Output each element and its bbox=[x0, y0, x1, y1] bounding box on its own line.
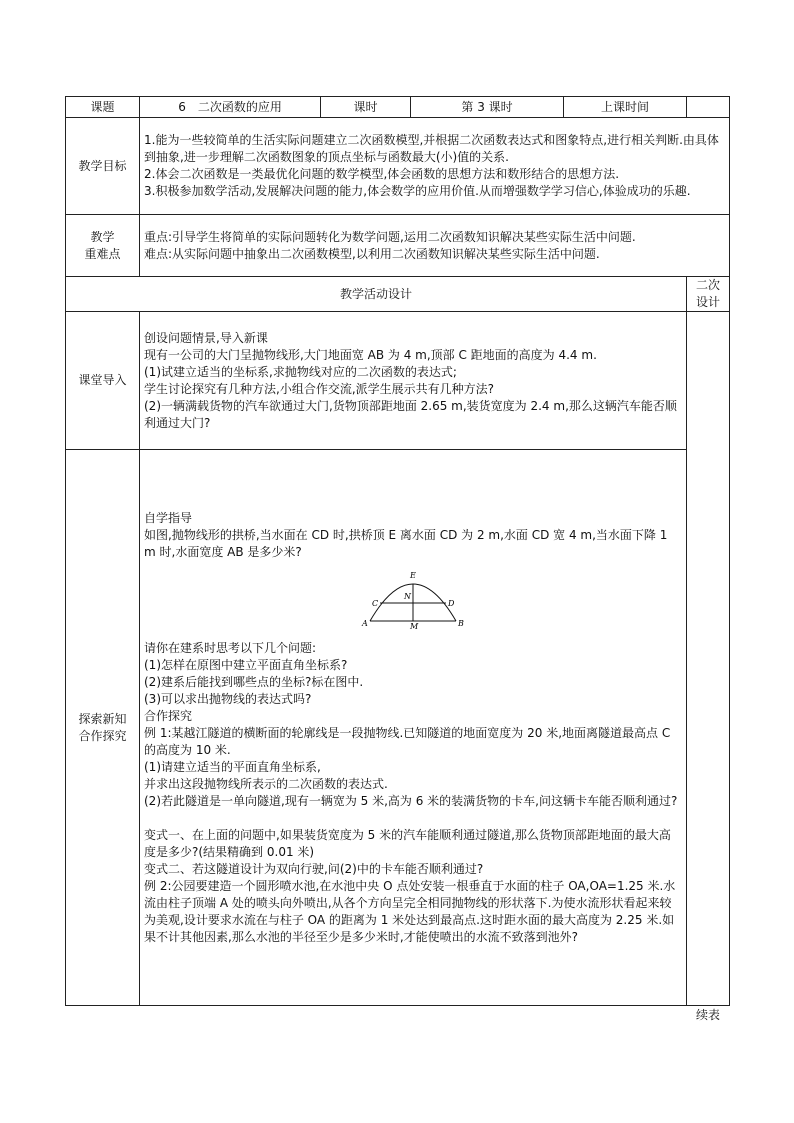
continued-note: 续表 bbox=[695, 1008, 720, 1022]
point-m-label: M bbox=[410, 621, 419, 631]
point-c-label: C bbox=[372, 598, 379, 608]
example1-text: 例 1:某越江隧道的横断面的轮廓线是一段抛物线.已知隧道的地面宽度为 20 米,地面离隧道最高点 C 的高度为 10 米. bbox=[144, 725, 671, 757]
difficulty-text: 难点:从实际问题中抽象出二次函数模型,以利用二次函数知识解决某些实际生活中问题. bbox=[144, 246, 600, 261]
key-points-label bbox=[66, 215, 140, 277]
example2-text: 例 2:公园要建造一个圆形喷水池,在水池中央 O 点处安装一根垂直于水面的柱子 OA,OA=1.25 米.水流由柱子顶端 A 处的喷头向外喷出,从各个方向呈完全相同抛物线的形状落下.为使水流形状看起来较为美观,设计要求水流在与柱子 OA 的距离为 1 米处达到最高点.这时距水面的最大高度为 2.25 米.如果不计其他因素,那么水池的半径至少是多少米时,才能使喷出的水流不致落到池外? bbox=[144, 878, 676, 944]
class-time-label: 上课时间 bbox=[564, 97, 687, 118]
point-n-label: N bbox=[404, 591, 412, 601]
think-question: (2)建系后能找到哪些点的坐标?标在图中. bbox=[144, 674, 364, 689]
objectives-content bbox=[140, 118, 730, 215]
self-study-title: 自学指导 bbox=[144, 510, 193, 525]
point-e-label: E bbox=[410, 570, 416, 580]
focus-text: 重点:引导学生将简单的实际问题转化为数学问题,运用二次函数知识解决某些实际生活中问题. bbox=[144, 229, 636, 244]
explore-label-line1: 探索新知 bbox=[78, 711, 127, 726]
intro-label: 课堂导入 bbox=[66, 312, 140, 450]
point-a-label: A bbox=[362, 618, 368, 628]
intro-line: (1)试建立适当的坐标系,求抛物线对应的二次函数的表达式; bbox=[144, 364, 457, 379]
explore-content bbox=[140, 450, 687, 1006]
second-design-cell bbox=[687, 312, 730, 1006]
arch-bridge-diagram bbox=[358, 563, 468, 631]
example1-q2: (2)若此隧道是一单向隧道,现有一辆宽为 5 米,高为 6 米的装满货物的卡车,问这辆卡车能否顺利通过? bbox=[144, 793, 678, 808]
arch-bridge-figure bbox=[144, 563, 682, 636]
example1-q1b: 并求出这段抛物线所表示的二次函数的表达式. bbox=[144, 776, 388, 791]
objectives-label: 教学目标 bbox=[66, 118, 140, 215]
think-question: (3)可以求出抛物线的表达式吗? bbox=[144, 691, 312, 706]
intro-line: 现有一公司的大门呈抛物线形,大门地面宽 AB 为 4 m,顶部 C 距地面的高度为 4.4 m. bbox=[144, 347, 597, 362]
lesson-plan-table bbox=[65, 96, 730, 1006]
explore-label-line2: 合作探究 bbox=[78, 728, 127, 743]
point-b-label: B bbox=[458, 618, 464, 628]
second-design-header: 二次设计 bbox=[687, 277, 730, 312]
variant1-text: 变式一、在上面的问题中,如果装货宽度为 5 米的汽车能顺利通过隧道,那么货物顶部距地面的最大高度是多少?(结果精确到 0.01 米) bbox=[144, 827, 671, 859]
coop-title: 合作探究 bbox=[144, 708, 193, 723]
example1-q1a: (1)请建立适当的平面直角坐标系, bbox=[144, 759, 321, 774]
point-d-label: D bbox=[448, 598, 455, 608]
period-value: 第 3 课时 bbox=[411, 97, 564, 118]
objective-item: 1.能为一些较简单的生活实际问题建立二次函数模型,并根据二次函数表达式和图象特点,进行相关判断.由具体到抽象,进一步理解二次函数图象的顶点坐标与函数最大(小)值的关系. bbox=[144, 133, 719, 164]
objective-item: 2.体会二次函数是一类最优化问题的数学模型,体会函数的思想方法和数形结合的思想方法. bbox=[144, 167, 620, 181]
activity-design-header: 教学活动设计 bbox=[66, 277, 687, 312]
intro-content bbox=[140, 312, 687, 450]
key-points-label-line1: 教学 bbox=[90, 229, 115, 244]
class-time-value bbox=[687, 97, 730, 118]
think-question: (1)怎样在原图中建立平面直角坐标系? bbox=[144, 657, 348, 672]
topic-value: 6 二次函数的应用 bbox=[140, 97, 321, 118]
key-points-content bbox=[140, 215, 730, 277]
arch-problem: 如图,抛物线形的拱桥,当水面在 CD 时,拱桥顶 E 离水面 CD 为 2 m,水面 CD 宽 4 m,当水面下降 1 m 时,水面宽度 AB 是多少米? bbox=[144, 527, 668, 559]
period-label: 课时 bbox=[321, 97, 411, 118]
objective-item: 3.积极参加数学活动,发展解决问题的能力,体会数学的应用价值.从而增强数学学习信心,体验成功的乐趣. bbox=[144, 184, 691, 198]
think-intro: 请你在建系时思考以下几个问题: bbox=[144, 640, 317, 655]
intro-line: (2)一辆满载货物的汽车欲通过大门,货物顶部距地面 2.65 m,装货宽度为 2.4 m,那么这辆汽车能否顺利通过大门? bbox=[144, 398, 677, 430]
intro-line: 创设问题情景,导入新课 bbox=[144, 330, 268, 345]
variant2-text: 变式二、若这隧道设计为双向行驶,问(2)中的卡车能否顺利通过? bbox=[144, 861, 484, 876]
explore-label bbox=[66, 450, 140, 1006]
intro-line: 学生讨论探究有几种方法,小组合作交流,派学生展示共有几种方法? bbox=[144, 381, 495, 396]
topic-label: 课题 bbox=[66, 97, 140, 118]
key-points-label-line2: 重难点 bbox=[84, 246, 121, 261]
